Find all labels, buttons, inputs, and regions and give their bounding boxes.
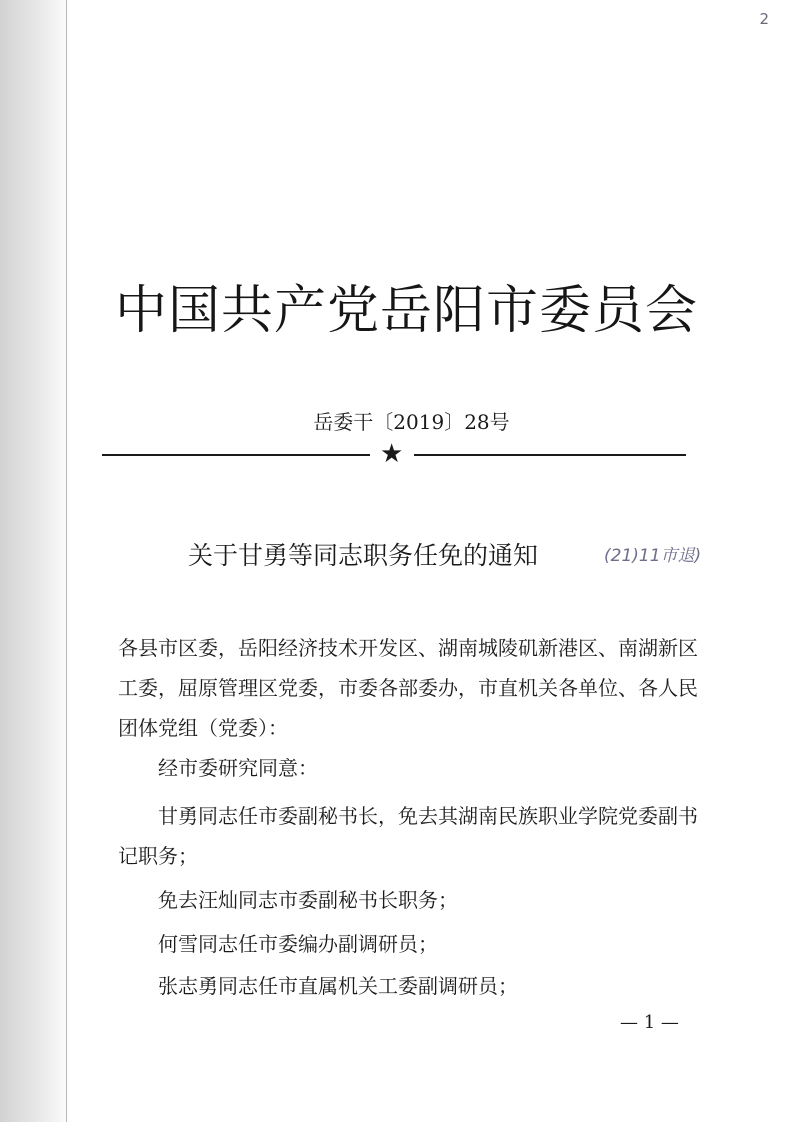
handwritten-note: (21)11市退) — [604, 546, 702, 566]
body-paragraph: 何雪同志任市委编办副调研员； — [158, 932, 438, 956]
handwritten-page-mark: 2 — [759, 10, 769, 28]
recipients-paragraph: 各县市区委，岳阳经济技术开发区、湖南城陵矶新港区、南湖新区工委，屈原管理区党委，市委各部委办，市直机关各单位、各人民团体党组（党委）： — [118, 636, 698, 740]
header-divider — [102, 439, 686, 469]
body-paragraph: 免去汪灿同志市委副秘书长职务； — [158, 888, 458, 912]
body-paragraph: 经市委研究同意： — [158, 756, 318, 780]
page-number: — 1 — — [620, 1012, 679, 1033]
divider-line-right — [414, 454, 686, 456]
scan-edge — [0, 0, 70, 1122]
body-paragraph: 张志勇同志任市直属机关工委副调研员； — [158, 974, 518, 998]
notice-title: 关于甘勇等同志职务任免的通知 — [188, 541, 539, 570]
document-number: 岳委干〔2019〕28号 — [313, 410, 510, 434]
org-title: 中国共产党岳阳市委员会 — [114, 281, 698, 341]
divider-line-left — [102, 454, 370, 456]
body-paragraph: 甘勇同志任市委副秘书长，免去其湖南民族职业学院党委副书记职务； — [118, 804, 698, 868]
scan-edge-line — [66, 0, 67, 1122]
star-icon: ★ — [380, 439, 404, 469]
